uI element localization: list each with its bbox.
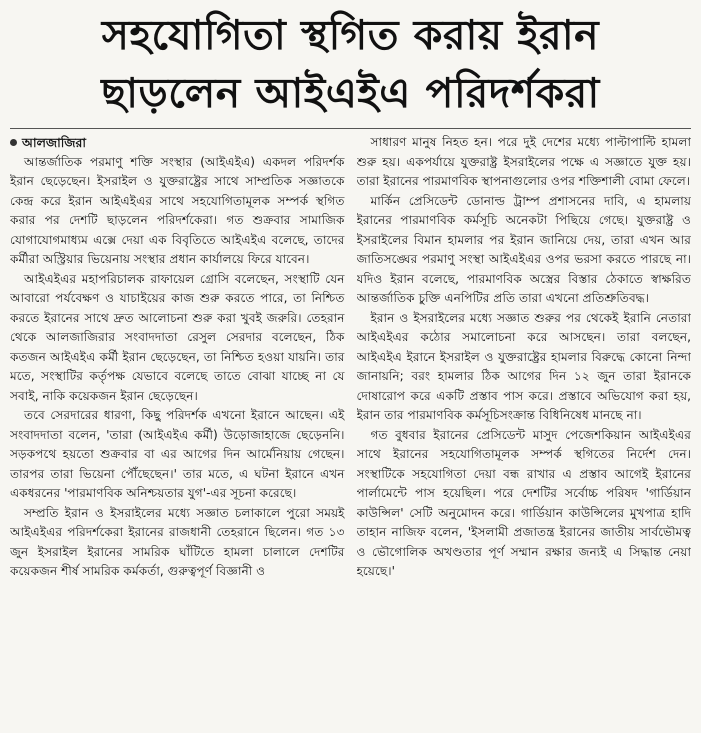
headline-line-1: সহযোগিতা স্থগিত করায় ইরান (101, 11, 600, 59)
source-credit (10, 133, 345, 153)
paragraph: ইরান ও ইসরাইলের মধ্যে সজ্ঞাত শুরুর পর থেকেই ইরানি নেতারা আইএইএর কঠোর সমালোচনা করে আসছেন। তারা বলছেন, আইএইএ ইরানে ইসরাইল ও যুক্তরাষ্ট্রের হামলার বিরুদ্ধে কোনো নিন্দা জানায়নি; বরং হামলার ঠিক আগের দিন ১২ জুন তারা ইরানকে দোষারোপ করে একটি প্রস্তাব পাস করে। প্রস্তাবে অভিযোগ করা হয়, ইরান তার পারমাণবিক কর্মসূচিসংক্রান্ত বিধিনিষেধ মানছে না। (356, 310, 691, 422)
headline (10, 6, 691, 122)
paragraph: মার্কিন প্রেসিডেন্ট ডোনাল্ড ট্রাম্প প্রশাসনের দাবি, এ হামলায় ইরানের পারমাণবিক কর্মসূচি অনেকটা পিছিয়ে গেছে। যুক্তরাষ্ট্র ও ইসরাইলের বিমান হামলার পর ইরান জানিয়ে দেয়, তারা এখন আর জাতিসঙ্ঘের পরমাণু সংস্থা আইএইএর ওপর ভরসা করতে পারছে না। যদিও ইরান বলেছে, পারমাণবিক অস্ত্রের বিস্তার ঠেকাতে স্বাক্ষরিত আন্তর্জাতিক চুক্তি এনপিটির প্রতি তারা এখনো প্রতিশ্রুতিবদ্ধ। (356, 193, 691, 305)
bullet-icon (10, 139, 17, 146)
article-column-right (357, 133, 692, 728)
article-column-left (10, 133, 345, 728)
article-body (10, 133, 691, 728)
headline-line-2: ছাড়লেন আইএইএ পরিদর্শকরা (101, 69, 600, 117)
paragraph: সাধারণ মানুষ নিহত হন। পরে দুই দেশের মধ্যে পাল্টাপাল্টি হামলা শুরু হয়। একপর্যায়ে যুক্তরাষ্ট্র ইসরাইলের পক্ষে এ সজ্ঞাতে যুক্ত হয়। তারা ইরানের পারমাণবিক স্থাপনাগুলোর ওপর শক্তিশালী বোমা ফেলে। (356, 135, 691, 188)
paragraph: আইএইএর মহাপরিচালক রাফায়েল গ্রোসি বলেছেন, সংস্থাটি যেন আবারো পর্যবেক্ষণ ও যাচাইয়ের কাজ শুরু করতে পারে, তা নিশ্চিত করতে ইরানের সাথে দ্রুত আলোচনা শুরু করা খুবই জরুরি। তেহরান থেকে আলজাজিরার সংবাদদাতা রেসুল সেরদার বলেছেন, ঠিক কতজন আইএইএ কর্মী ইরান ছেড়েছেন, তা নিশ্চিত হওয়া যায়নি। তার মতে, সংস্থাটির কর্তৃপক্ষ যেভাবে বলেছে তাতে বোঝা যাচ্ছে না যে সবাই, নাকি কয়েকজন ইরান ছেড়েছেন। (10, 271, 345, 403)
paragraph: আন্তর্জাতিক পরমাণু শক্তি সংস্থার (আইএইএ) একদল পরিদর্শক ইরান ছেড়েছেন। ইসরাইল ও যুক্তরাষ্ট্রের সাথে সাম্প্রতিক সজ্ঞাতকে কেন্দ্র করে ইরান আইএইএর সাথে সহযোগিতামূলক সম্পর্ক স্থগিত করার পর দেশটি ছাড়লেন পরিদর্শকেরা। গত শুক্রবার সামাজিক যোগাযোগমাধ্যম এক্সে দেয়া এক বিবৃতিতে আইএইএ বলেছে, তাদের কর্মীরা অস্ট্রিয়ার ভিয়েনায় সংস্থার প্রধান কার্যালয়ে ফিরে যাবেন। (10, 154, 345, 266)
source-name: আলজাজিরা (22, 135, 86, 150)
paragraph: গত বুধবার ইরানের প্রেসিডেন্ট মাসুদ পেজেশকিয়ান আইএইএর সাথে ইরানের সহযোগিতামূলক সম্পর্ক স্থগিতের নির্দেশ দেন। সংস্থাটিকে সহযোগিতা দেয়া বন্ধ রাখার এ প্রস্তাব আগেই ইরানের পার্লামেন্টে পাস হয়েছিল। পরে দেশটির সর্বোচ্চ পরিষদ 'গার্ডিয়ান কাউন্সিল' সেটি অনুমোদন করে। গার্ডিয়ান কাউন্সিলের মুখপাত্র হাদি তাহান নাজিফ বলেন, 'ইসলামী প্রজাতন্ত্র ইরানের জাতীয় সার্বভৌমত্ব ও ভৌগোলিক অখণ্ডতার পূর্ণ সম্মান রক্ষার জন্যই এ সিদ্ধান্ত নেয়া হয়েছে।' (356, 427, 691, 578)
paragraph: সম্প্রতি ইরান ও ইসরাইলের মধ্যে সজ্ঞাত চলাকালে পুরো সময়ই আইএইএর পরিদর্শকেরা ইরানের রাজধানী তেহরানে ছিলেন। গত ১৩ জুন ইসরাইল ইরানের সামরিক ঘাঁটিতে হামলা চালালে দেশটির কয়েকজন শীর্ষ সামরিক কর্মকর্তা, গুরুত্বপূর্ণ বিজ্ঞানী ও (10, 505, 345, 578)
paragraph: তবে সেরদারের ধারণা, কিছু পরিদর্শক এখনো ইরানে আছেন। এই সংবাদদাতা বলেন, 'তারা (আইএইএ কর্মী) উড়োজাহাজে ছেড়েননি। সড়কপথে হয়তো শুক্রবার বা এর আগের দিন আর্মেনিয়ায় গেছেন। তারপর তারা ভিয়েনা পৌঁছেছেন।' তার মতে, এ ঘটনা ইরানে এখন একধরনের 'পারমাণবিক অনিশ্চয়তার যুগ'-এর সূচনা করেছে। (10, 408, 345, 500)
headline-divider (10, 128, 691, 129)
